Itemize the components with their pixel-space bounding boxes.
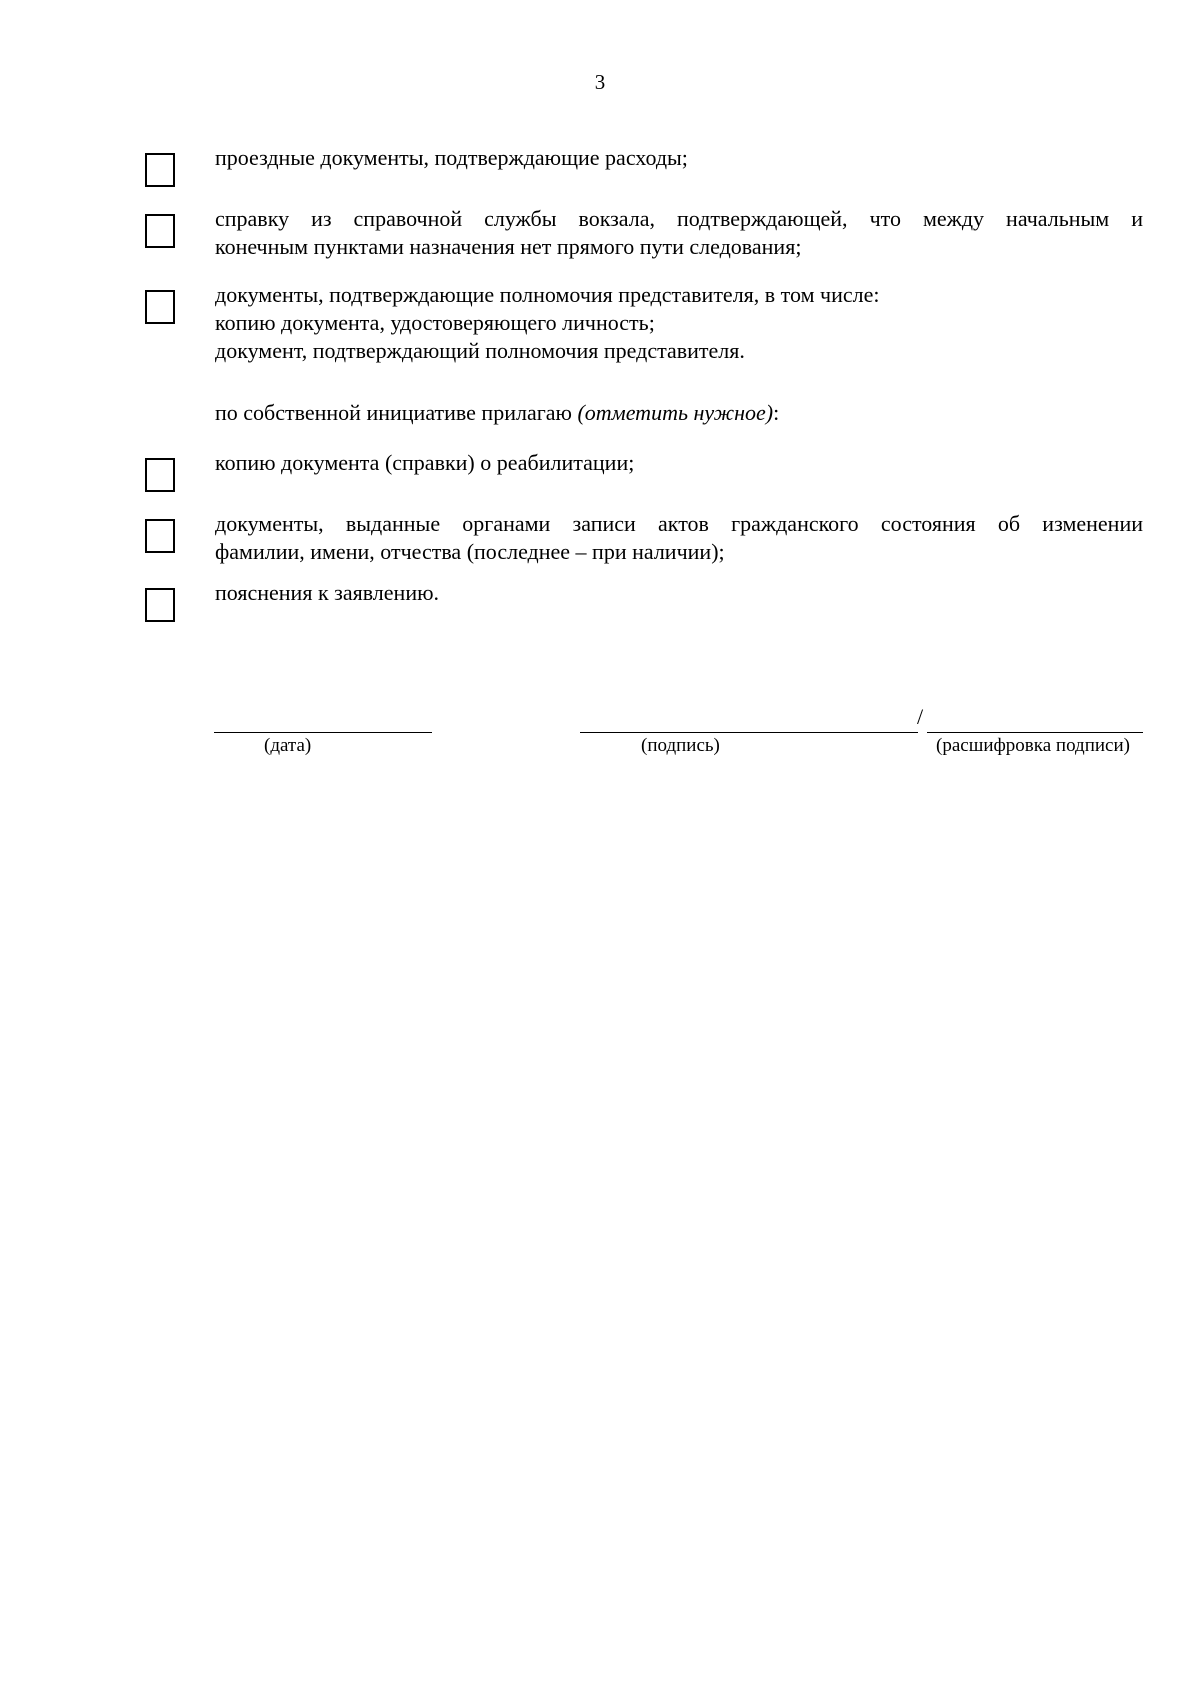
- page-number: 3: [594, 70, 606, 94]
- item-line: фамилии, имени, отчества (последнее – при наличии);: [215, 539, 725, 564]
- checklist-item-text: [215, 449, 1143, 477]
- signature-decoding-line[interactable]: [927, 732, 1143, 733]
- initiative-note: (отметить нужное): [577, 400, 774, 425]
- checkbox-station-certificate[interactable]: [145, 214, 175, 248]
- item-line: проездные документы, подтверждающие расходы;: [215, 145, 688, 170]
- item-line: копию документа (справки) о реабилитации;: [215, 450, 635, 475]
- checklist-item-text: [215, 281, 1143, 365]
- item-line: копию документа, удостоверяющего личность;: [215, 310, 655, 335]
- initiative-line: [215, 399, 779, 427]
- checklist-item-text: [215, 510, 1143, 566]
- signature-label: (подпись): [641, 735, 720, 756]
- checkbox-travel-documents[interactable]: [145, 153, 175, 187]
- item-line: документы, подтверждающие полномочия представителя, в том числе:: [215, 282, 880, 307]
- checkbox-rehabilitation[interactable]: [145, 458, 175, 492]
- signature-slash: /: [917, 704, 924, 729]
- checkbox-representative-documents[interactable]: [145, 290, 175, 324]
- initiative-suffix: :: [773, 400, 780, 425]
- checkbox-civil-registry[interactable]: [145, 519, 175, 553]
- initiative-text: по собственной инициативе прилагаю: [215, 400, 578, 425]
- signature-decoding-label: (расшифровка подписи): [936, 735, 1130, 756]
- checkbox-explanations[interactable]: [145, 588, 175, 622]
- checklist-item-text: [215, 579, 1143, 607]
- date-line[interactable]: [214, 732, 432, 733]
- checklist-item-text: [215, 205, 1143, 261]
- item-line: конечным пунктами назначения нет прямого пути следования;: [215, 234, 802, 259]
- item-line: документы, выданные органами записи актов гражданского состояния об изменении: [215, 511, 1143, 536]
- item-line: документ, подтверждающий полномочия представителя.: [215, 338, 745, 363]
- date-label: (дата): [264, 735, 312, 756]
- item-line: пояснения к заявлению.: [215, 580, 440, 605]
- checklist-item-text: [215, 144, 1143, 172]
- signature-line[interactable]: [580, 732, 918, 733]
- item-line: справку из справочной службы вокзала, подтверждающей, что между начальным и: [215, 206, 1143, 231]
